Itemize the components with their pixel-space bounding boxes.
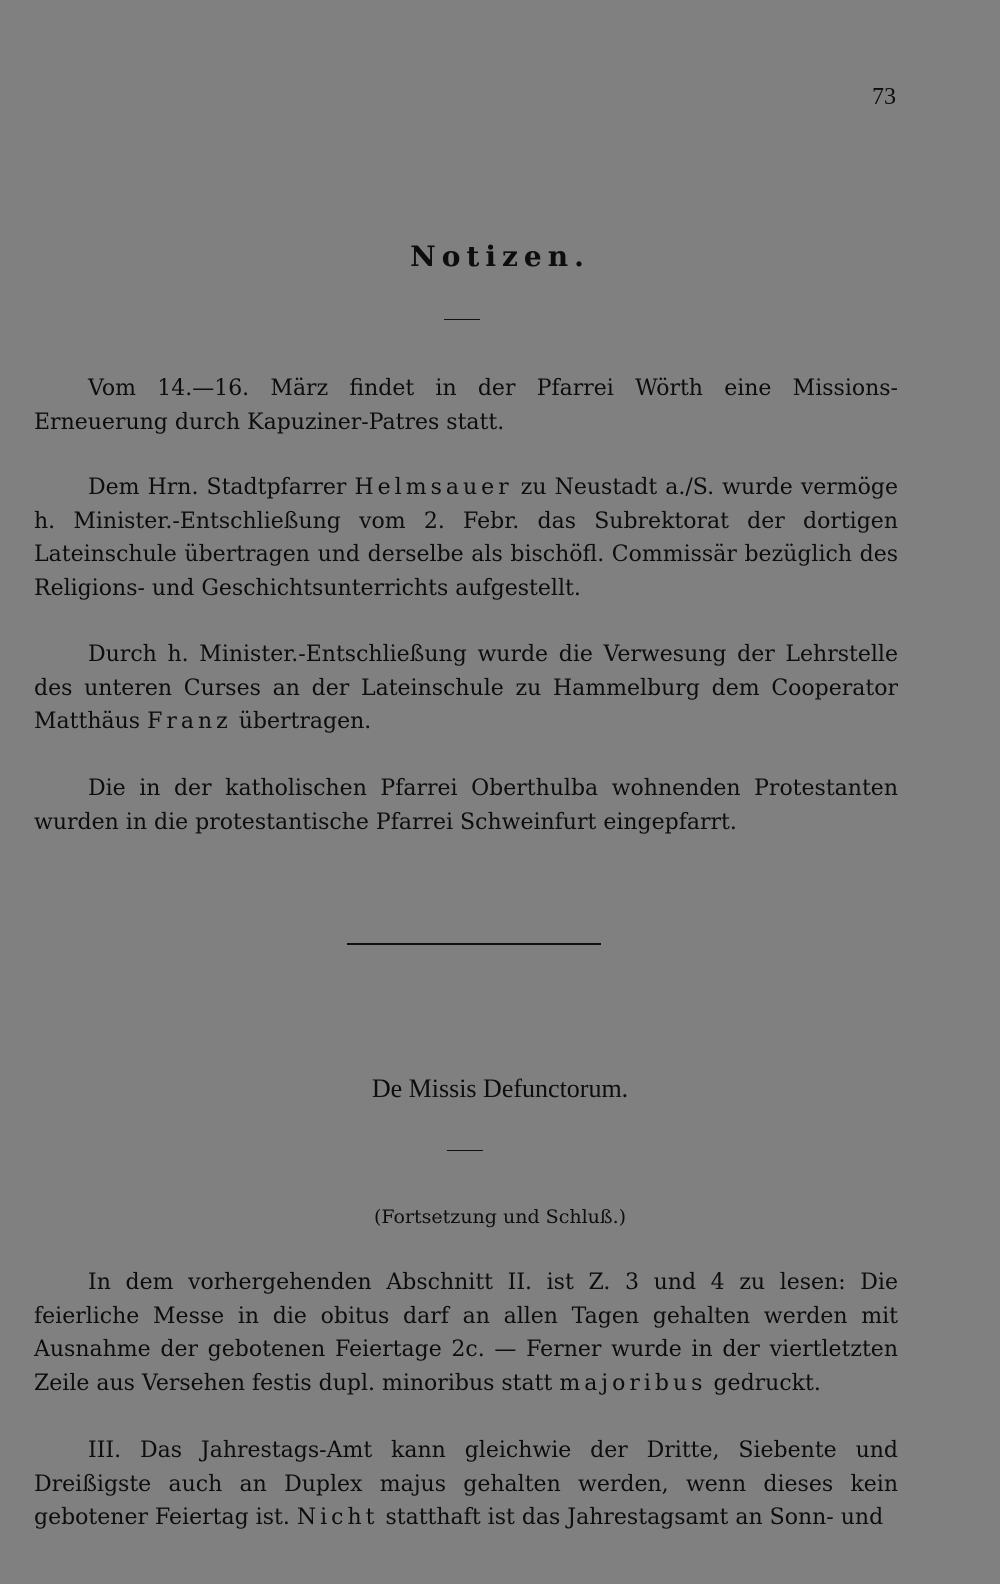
section-heading-notizen: Notizen. (410, 240, 590, 273)
notice-text: übertragen. (231, 709, 372, 734)
heading-rule (447, 1150, 483, 1151)
notice-text: zu Neustadt a./S. wurde vermöge h. Minister.-Entschließung vom 2. Febr. das Subrektorat der dortigen Lateinschule übertragen und derselbe als bischöfl. Commissär bezüglich des Religions- und Geschichtsunterrichts aufgestellt. (34, 475, 898, 601)
spaced-word: majoribus (559, 1370, 707, 1396)
body-paragraph-1 (34, 1266, 898, 1400)
section-heading-missis: De Missis Defunctorum. (371, 1074, 629, 1103)
notice-paragraph-1 (34, 372, 898, 439)
body-text: gedruckt. (706, 1370, 821, 1396)
heading-rule (444, 319, 480, 320)
person-name: Helmsauer (354, 475, 513, 500)
notice-text: Die in der katholischen Pfarrei Oberthulba wohnenden Protestanten wurden in die protestantische Pfarrei Schweinfurt eingepfarrt. (34, 776, 898, 835)
body-text: statthaft ist das Jahrestagsamt an Sonn- und (378, 1505, 884, 1530)
notice-paragraph-2 (34, 471, 898, 605)
body-paragraph-2 (34, 1434, 898, 1535)
notice-paragraph-3 (34, 638, 898, 739)
spaced-word: Nicht (296, 1505, 379, 1530)
notice-text: Vom 14.—16. März findet in der Pfarrei Wörth eine Missions-Erneuerung durch Kapuziner-Patres statt. (34, 376, 898, 435)
section-subheading: (Fortsetzung und Schluß.) (373, 1206, 627, 1228)
body-text: III. Das Jahrestags-Amt kann gleichwie der Dritte, Siebente und Dreißigste auch an Duplex majus gehalten werden, wenn dieses kein gebotener Feiertag ist. (34, 1438, 898, 1530)
body-text: In dem vorhergehenden Abschnitt II. ist Z. 3 und 4 zu lesen: Die feierliche Messe in die obitus darf an allen Tagen gehalten werden mit Ausnahme der gebotenen Feiertage 2c. — Ferner wurde in der viertletzten Zeile aus Versehen festis dupl. minoribus statt (34, 1270, 898, 1396)
person-name: Franz (147, 709, 232, 734)
section-divider (347, 943, 601, 945)
notice-text: Durch h. Minister.-Entschließung wurde die Verwesung der Lehrstelle des unteren Curses an der Lateinschule zu Hammelburg dem Cooperator Matthäus (34, 642, 898, 734)
notice-paragraph-4 (34, 772, 898, 839)
notice-text: Dem Hrn. Stadtpfarrer (88, 475, 355, 500)
page-number: 73 (872, 84, 896, 110)
